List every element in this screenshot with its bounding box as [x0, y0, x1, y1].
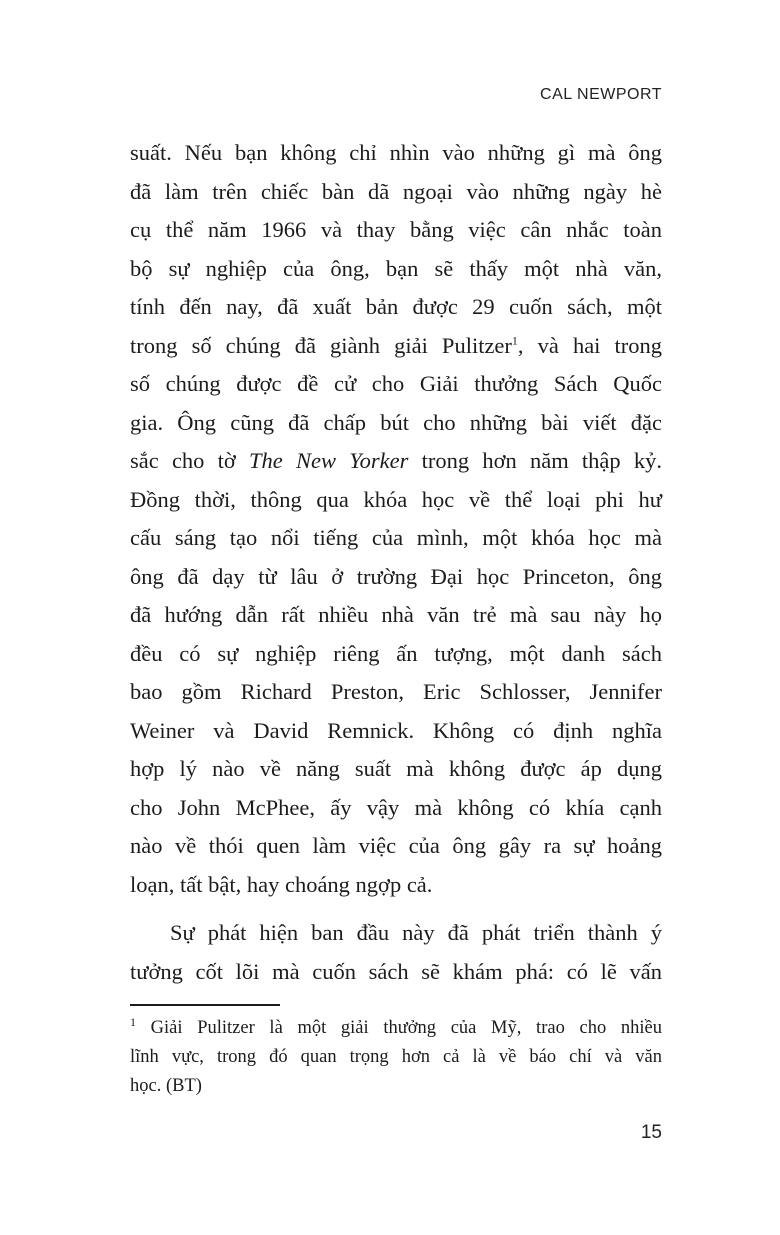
- page-number: 15: [640, 1122, 662, 1143]
- text-line: số chúng được đề cử cho Giải thưởng Sách Quốc: [130, 371, 662, 396]
- text-line: nào về thói quen làm việc của ông gây ra sự hoảng: [130, 833, 662, 858]
- text-fragment: , và hai trong: [517, 332, 663, 358]
- text-line: bộ sự nghiệp của ông, bạn sẽ thấy một nhà văn,: [130, 255, 662, 281]
- text-line: loạn, tất bật, hay choáng ngợp cả.: [130, 871, 433, 897]
- footnote: [130, 1014, 662, 1101]
- footnote-divider: [130, 1004, 280, 1006]
- text-line-with-italic: [130, 442, 662, 481]
- text-line: đều có sự nghiệp riêng ấn tượng, một danh sách: [130, 640, 662, 666]
- text-line: bao gồm Richard Preston, Eric Schlosser, Jennifer: [130, 679, 662, 704]
- text-line: đã làm trên chiếc bàn dã ngoại vào những ngày hè: [130, 178, 662, 204]
- footnote-reference: 1: [511, 333, 518, 347]
- text-line: cụ thể năm 1966 và thay bằng việc cân nhắc toàn: [130, 217, 662, 242]
- text-line: Weiner và David Remnick. Không có định nghĩa: [130, 717, 662, 743]
- text-line: gia. Ông cũng đã chấp bút cho những bài viết đặc: [130, 409, 662, 435]
- paragraph-gap: [130, 904, 662, 914]
- text-line: cho John McPhee, ấy vậy mà không có khía cạnh: [130, 794, 662, 820]
- text-fragment: Giải Pulitzer là một giải thưởng của Mỹ, trao cho nhiều: [136, 1018, 662, 1038]
- publication-title: The New Yorker: [249, 448, 409, 473]
- footnote-mark: 1: [130, 1014, 136, 1029]
- footnote-line: lĩnh vực, trong đó quan trọng hơn cả là về báo chí và văn: [130, 1047, 662, 1067]
- text-fragment: trong hơn năm thập kỷ.: [408, 448, 662, 473]
- text-line: đã hướng dẫn rất nhiều nhà văn trẻ mà sau này họ: [130, 602, 662, 627]
- text-line: tưởng cốt lõi mà cuốn sách sẽ khám phá: có lẽ vấn: [130, 958, 662, 984]
- text-line: Sự phát hiện ban đầu này đã phát triển thành ý: [170, 920, 662, 945]
- text-line: ông đã dạy từ lâu ở trường Đại học Princeton, ông: [130, 563, 662, 589]
- text-line: Đồng thời, thông qua khóa học về thể loại phi hư: [130, 486, 662, 512]
- main-text: [130, 134, 662, 991]
- text-line-with-footnote-ref: [130, 327, 662, 366]
- text-line: hợp lý nào về năng suất mà không được áp dụng: [130, 756, 662, 781]
- text-line: tính đến nay, đã xuất bản được 29 cuốn sách, một: [130, 294, 662, 319]
- footnote-line: [130, 1014, 662, 1043]
- text-fragment: sắc cho tờ: [130, 448, 250, 473]
- text-line: cấu sáng tạo nổi tiếng của mình, một khóa học mà: [130, 525, 662, 550]
- footnote-line: học. (BT): [130, 1076, 202, 1096]
- text-fragment: trong số chúng đã giành giải Pulitzer: [130, 332, 512, 358]
- text-line: suất. Nếu bạn không chỉ nhìn vào những gì mà ông: [130, 140, 662, 165]
- running-head: CAL NEWPORT: [540, 86, 662, 103]
